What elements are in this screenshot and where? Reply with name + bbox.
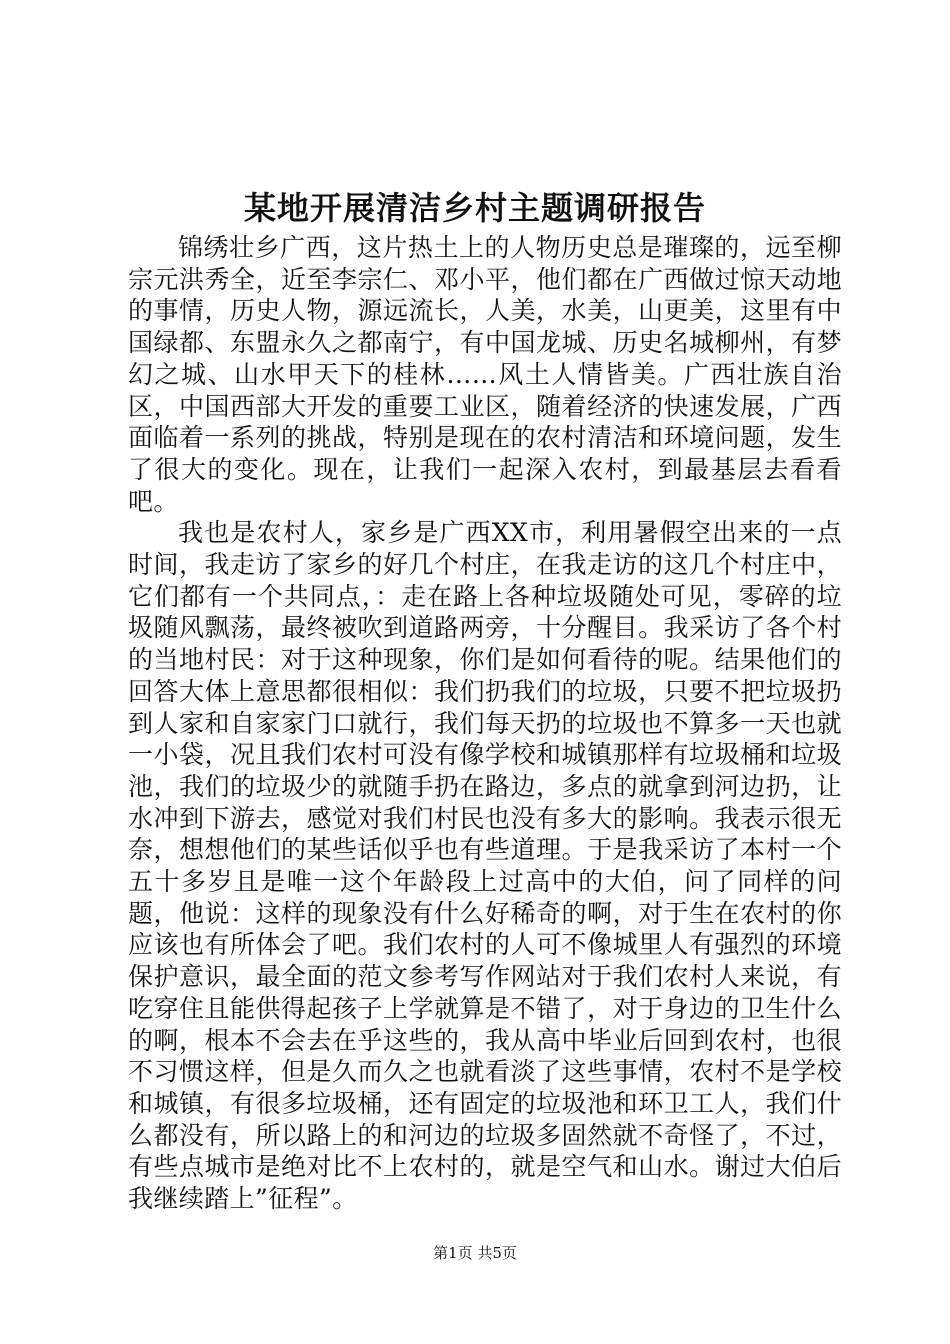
- paragraph-1: 锦绣壮乡广西，这片热土上的人物历史总是璀璨的，远至柳宗元洪秀全，近至李宗仁、邓小平，他们都在广西做过惊天动地的事情，历史人物，源远流长，人美，水美，山更美，这里有中国绿都、东盟永久之都南宁，有中国龙城、历史名城柳州，有梦幻之城、山水甲天下的桂林……风土人情皆美。广西壮族自治区，中国西部大开发的重要工业区，随着经济的快速发展，广西面临着一系列的挑战，特别是现在的农村清洁和环境问题，发生了很大的变化。现在，让我们一起深入农村，到最基层去看看吧。: [128, 233, 842, 516]
- document-title: 某地开展清洁乡村主题调研报告: [243, 189, 706, 227]
- document-body: [128, 232, 842, 1215]
- paragraph-2: 我也是农村人，家乡是广西XX市，利用暑假空出来的一点时间，我走访了家乡的好几个村庄，在我走访的这几个村庄中，它们都有一个共同点，：走在路上各种垃圾随处可见，零碎的垃圾随风飘荡，最终被吹到道路两旁，十分醒目。我采访了各个村的当地村民：对于这种现象，你们是如何看待的呢。结果他们的回答大体上意思都很相似：我们扔我们的垃圾，只要不把垃圾扔到人家和自家家门口就行，我们每天扔的垃圾也不算多一天也就一小袋，况且我们农村可没有像学校和城镇那样有垃圾桶和垃圾池，我们的垃圾少的就随手扔在路边，多点的就拿到河边扔，让水冲到下游去，感觉对我们村民也没有多大的影响。我表示很无奈，想想他们的某些话似乎也有些道理。于是我采访了本村一个五十多岁且是唯一这个年龄段上过高中的大伯，问了同样的问题，他说：这样的现象没有什么好稀奇的啊，对于生在农村的你应该也有所体会了吧。我们农村的人可不像城里人有强烈的环境保护意识，最全面的范文参考写作网站对于我们农村人来说，有吃穿住且能供得起孩子上学就算是不错了，对于身边的卫生什么的啊，根本不会去在乎这些的，我从高中毕业后回到农村，也很不习惯这样，但是久而久之也就看淡了这些事情，农村不是学校和城镇，有很多垃圾桶，还有固定的垃圾池和环卫工人，我们什么都没有，所以路上的和河边的垃圾多固然就不奇怪了，不过，有些点城市是绝对比不上农村的，就是空气和山水。谢过大伯后我继续踏上”征程”。: [128, 518, 842, 1214]
- page-footer: 第1页 共5页: [433, 1244, 517, 1262]
